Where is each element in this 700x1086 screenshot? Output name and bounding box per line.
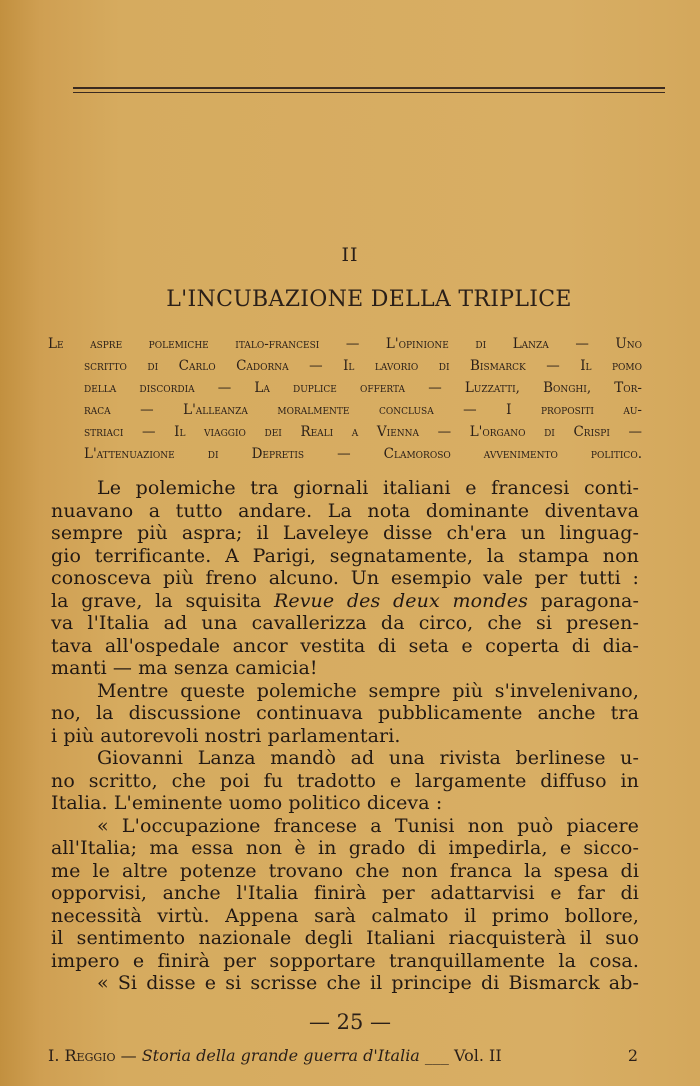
body-line: va l'Italia ad una cavallerizza da circo, che si presen- (51, 612, 639, 634)
body-line: manti — ma senza camicia! (51, 657, 318, 679)
body-line: tava all'ospedale ancor vestita di seta e coperta di dia- (51, 634, 639, 657)
footer-book-title: Storia della grande guerra d'Italia (141, 1046, 420, 1065)
body-line: opporvisi, anche l'Italia finirà per adattarvisi e far di (51, 882, 639, 904)
footer-separator: — (115, 1046, 142, 1065)
body-line: no scritto, che poi fu tradotto e largamente diffuso in (51, 769, 639, 792)
chapter-number: II (341, 244, 359, 266)
body-line: Mentre queste polemiche sempre più s'invelenivano, (97, 679, 639, 702)
body-line-text: paragona- (527, 589, 640, 612)
body-line: Giovanni Lanza mandò ad una rivista berlinese u- (97, 747, 639, 769)
summary-line: Le aspre polemiche italo-francesi — L'opinione di Lanza — Uno (48, 336, 642, 352)
page-number: — 25 — (308, 1010, 392, 1034)
body-line: no, la discussione continuava pubblicamente anche tra (51, 702, 639, 724)
body-line: necessità virtù. Appena sarà calmato il primo bollore, (51, 904, 639, 927)
summary-line: L'attenuazione di Depretis — Clamoroso avvenimento politico. (84, 446, 642, 462)
top-rule (73, 87, 665, 89)
page-footer (48, 1046, 638, 1065)
body-line: sempre più aspra; il Laveleye disse ch'era un linguag- (51, 522, 639, 544)
body-line-with-title (51, 590, 639, 613)
summary-line: della discordia — La duplice offerta — Luzzatti, Bonghi, Tor- (84, 380, 642, 396)
chapter-title: L'INCUBAZIONE DELLA TRIPLICE (166, 287, 572, 312)
summary-line: scritto di Carlo Cadorna — Il lavorio di Bismarck — Il pomo (84, 358, 642, 374)
body-line: Italia. L'eminente uomo politico diceva : (51, 792, 443, 814)
body-line: Le polemiche tra giornali italiani e francesi conti- (97, 477, 639, 499)
summary-line: raca — L'alleanza moralmente conclusa — I propositi au- (84, 402, 642, 418)
top-rule-thin (73, 92, 665, 93)
body-line: nuavano a tutto andare. La nota dominante diventava (51, 499, 639, 522)
body-line: gio terrificante. A Parigi, segnatamente, la stampa non (51, 544, 639, 567)
body-line: « L'occupazione francese a Tunisi non può piacere (97, 814, 639, 837)
body-line: conosceva più freno alcuno. Un esempio vale per tutti : (51, 567, 639, 589)
footer-author: I. Reggio (48, 1046, 116, 1065)
body-line: all'Italia; ma essa non è in grado di impedirla, e sicco- (51, 837, 639, 859)
body-line: il sentimento nazionale degli Italiani riacquisterà il suo (51, 927, 639, 949)
body-text (51, 477, 639, 995)
body-line: « Si disse e si scrisse che il principe di Bismarck ab- (97, 972, 639, 994)
body-line: me le altre potenze trovano che non franca la spesa di (51, 859, 639, 882)
body-line: i più autorevoli nostri parlamentari. (51, 724, 401, 747)
summary-line: striaci — Il viaggio dei Reali a Vienna — L'organo di Crispi — (84, 424, 642, 440)
footer-volume: ___ Vol. II (419, 1046, 502, 1065)
body-line: impero e finirà per sopportare tranquillamente la cosa. (51, 949, 639, 972)
periodical-title: Revue des deux mondes (273, 589, 528, 612)
body-line-text: la grave, la squisita (51, 589, 274, 612)
chapter-summary (48, 333, 642, 465)
footer-signature: 2 (627, 1046, 638, 1065)
